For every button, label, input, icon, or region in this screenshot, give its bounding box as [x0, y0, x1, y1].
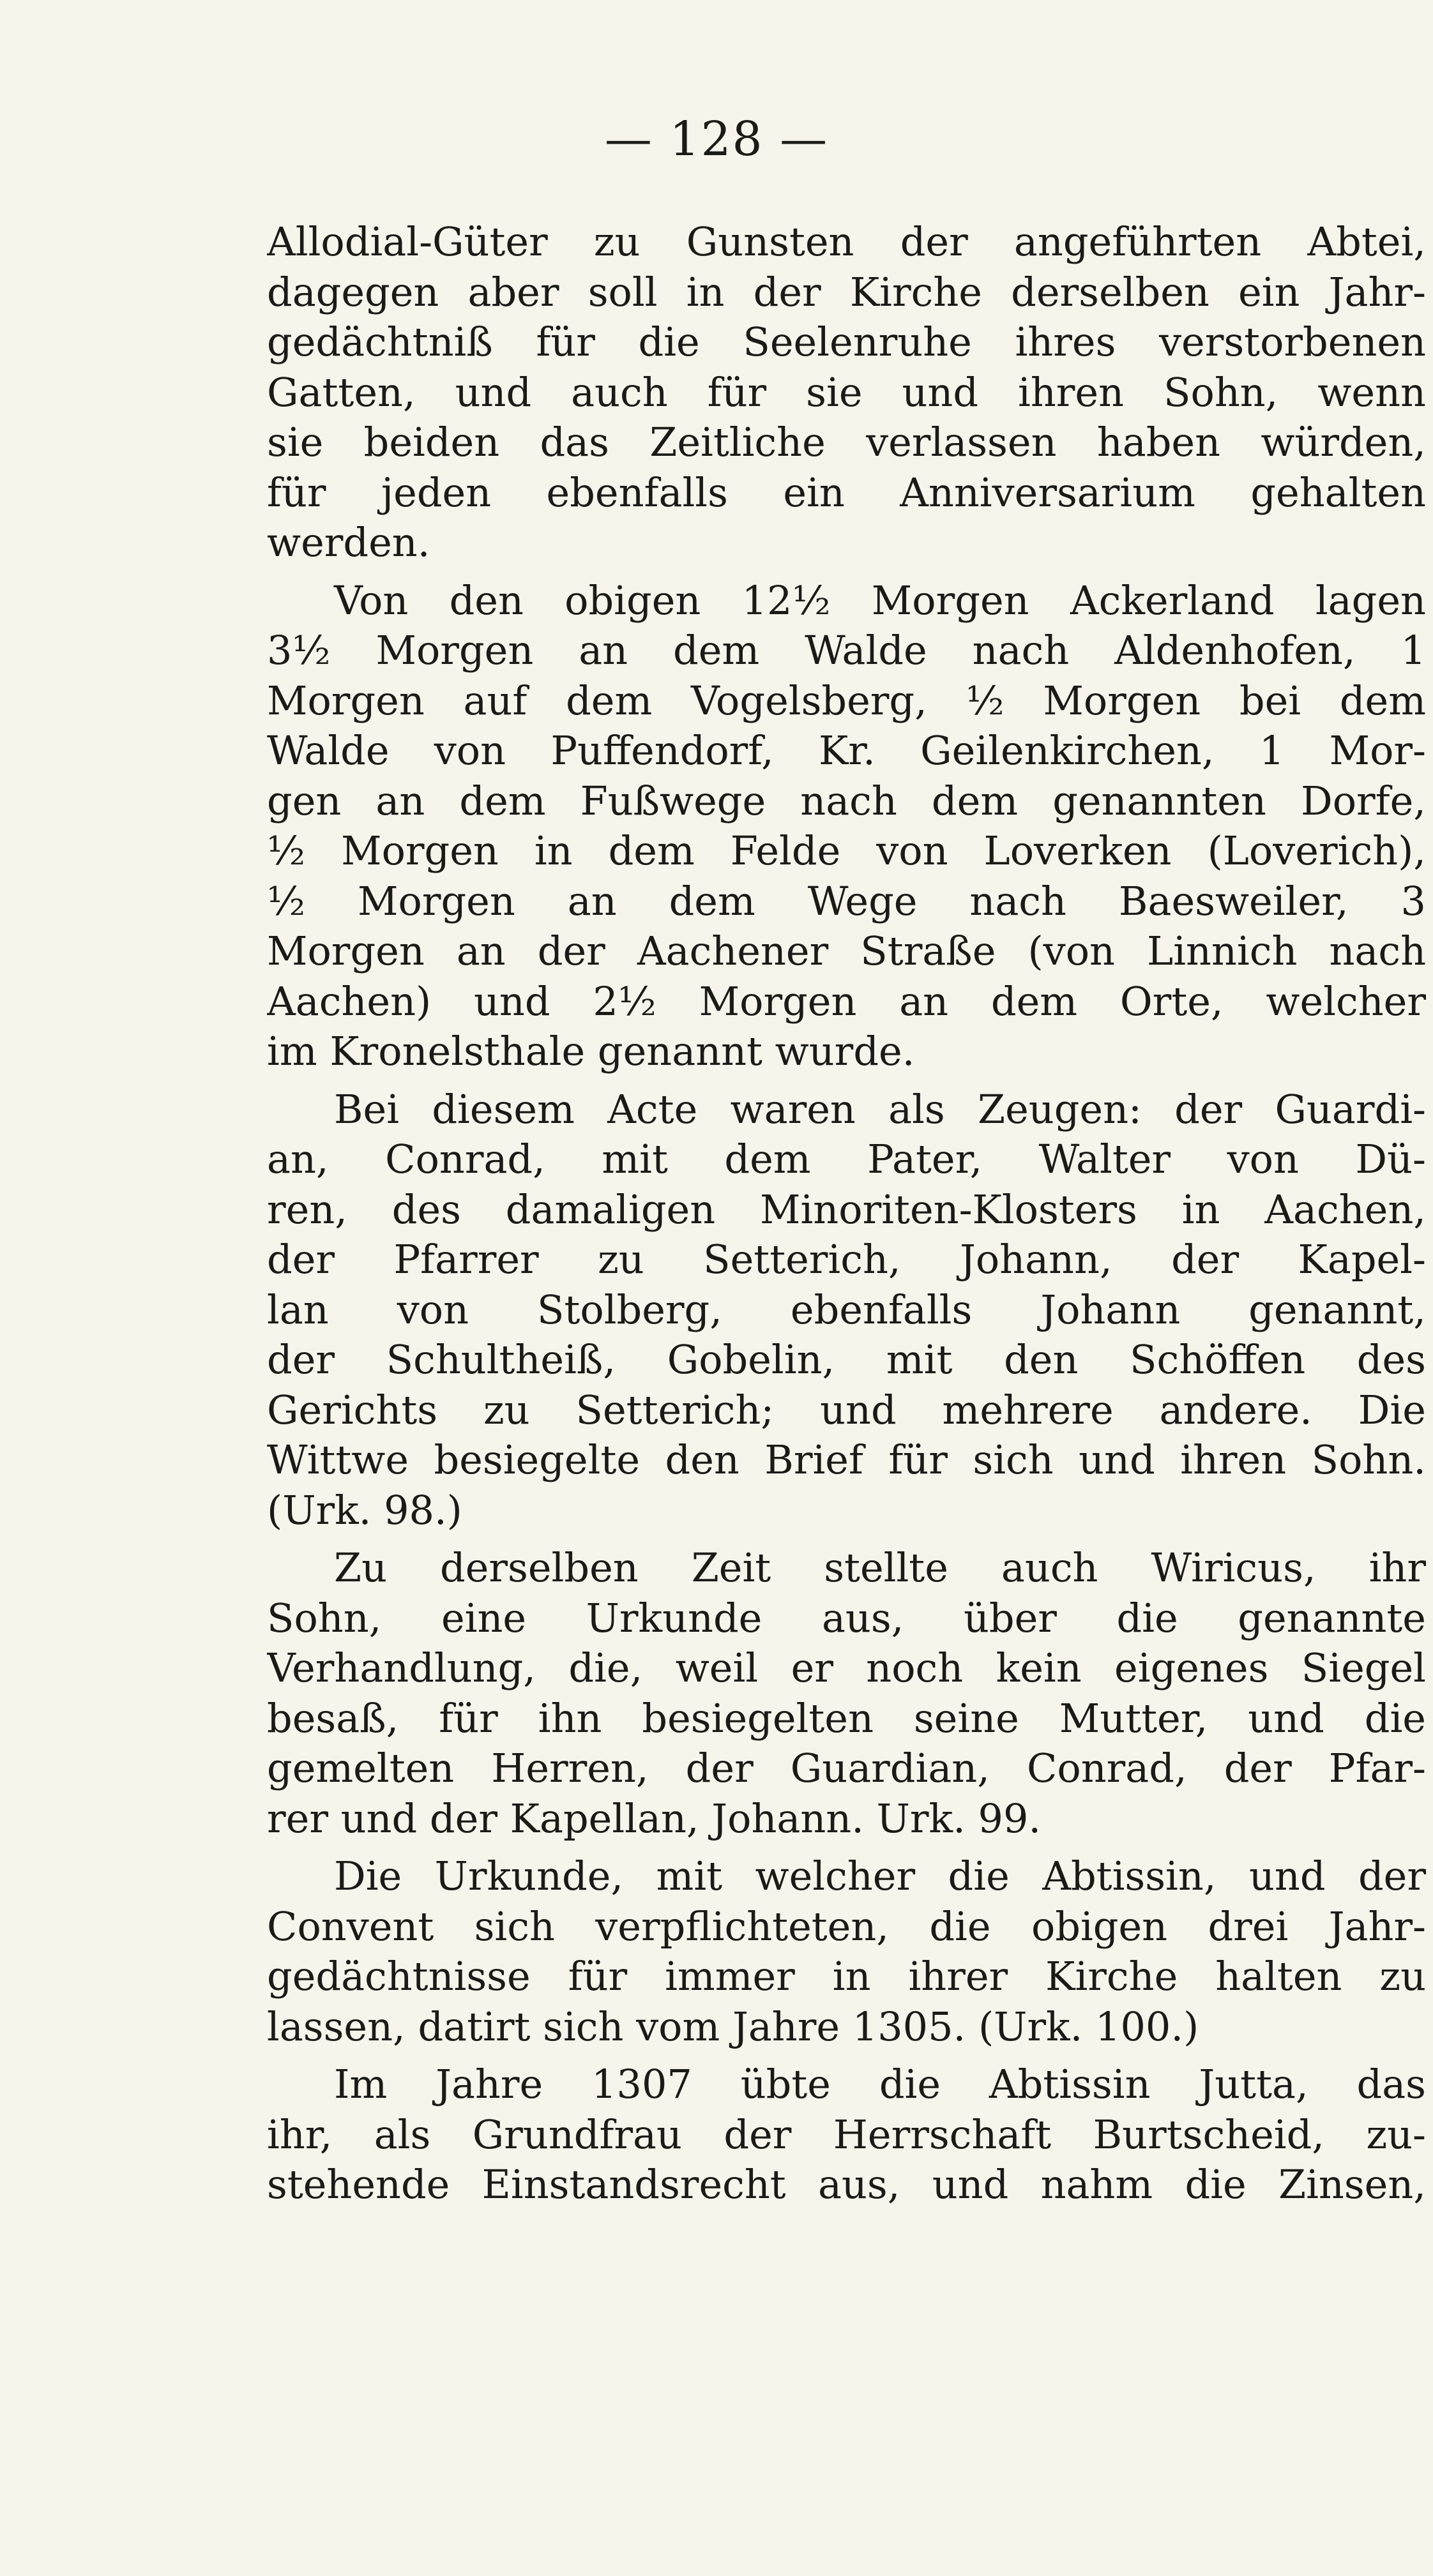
text-line: Convent sich verpflichteten, die obigen drei Jahr- — [267, 1902, 1426, 1950]
body-text — [267, 217, 1426, 2210]
text-line: werden. — [267, 519, 430, 566]
text-line: lassen, datirt sich vom Jahre 1305. (Urk. 100.) — [267, 2003, 1199, 2050]
paragraph — [267, 217, 1426, 568]
text-line: lan von Stolberg, ebenfalls Johann genannt, — [267, 1286, 1426, 1333]
text-line: Gatten, und auch für sie und ihren Sohn, wenn — [267, 368, 1426, 416]
text-line: ren, des damaligen Minoriten-Klosters in Aachen, — [267, 1186, 1426, 1233]
text-line: gedächtnisse für immer in ihrer Kirche halten zu — [267, 1953, 1426, 2000]
text-line: 3½ Morgen an dem Walde nach Aldenhofen, 1 — [267, 627, 1426, 674]
text-line: der Schultheiß, Gobelin, mit den Schöffen des — [267, 1336, 1426, 1383]
text-line: für jeden ebenfalls ein Anniversarium gehalten — [267, 469, 1426, 516]
text-line: (Urk. 98.) — [267, 1486, 462, 1533]
text-line: ihr, als Grundfrau der Herrschaft Burtscheid, zu- — [267, 2111, 1426, 2158]
text-line: gen an dem Fußwege nach dem genannten Dorfe, — [267, 777, 1426, 824]
page-number: — 128 — — [604, 112, 829, 167]
text-line: dagegen aber soll in der Kirche derselben ein Jahr- — [267, 268, 1426, 315]
text-line: stehende Einstandsrecht aus, und nahm die Zinsen, — [267, 2161, 1426, 2208]
text-line: Im Jahre 1307 übte die Abtissin Jutta, das — [334, 2061, 1426, 2107]
text-line: Walde von Puffendorf, Kr. Geilenkirchen, 1 Mor- — [267, 727, 1426, 774]
text-line: Von den obigen 12½ Morgen Ackerland lagen — [334, 576, 1426, 624]
text-line: gemelten Herren, der Guardian, Conrad, der Pfar- — [267, 1745, 1426, 1791]
text-line: ½ Morgen an dem Wege nach Baesweiler, 3 — [267, 877, 1426, 924]
paragraph — [267, 576, 1426, 1077]
text-line: sie beiden das Zeitliche verlassen haben würden, — [267, 419, 1426, 465]
text-line: der Pfarrer zu Setterich, Johann, der Kapel- — [267, 1236, 1426, 1283]
text-line: im Kronelsthale genannt wurde. — [267, 1028, 915, 1074]
text-line: Die Urkunde, mit welcher die Abtissin, und der — [334, 1853, 1426, 1899]
text-line: Verhandlung, die, weil er noch kein eigenes Siegel — [267, 1645, 1426, 1691]
text-line: Wittwe besiegelte den Brief für sich und ihren Sohn. — [267, 1436, 1426, 1483]
text-line: Morgen auf dem Vogelsberg, ½ Morgen bei dem — [267, 677, 1426, 724]
text-line: Morgen an der Aachener Straße (von Linnich nach — [267, 928, 1426, 974]
paragraph — [267, 1851, 1426, 2052]
text-line: Bei diesem Acte waren als Zeugen: der Guardi- — [334, 1085, 1426, 1133]
paragraph — [267, 2060, 1426, 2210]
paragraph — [267, 1085, 1426, 1536]
paragraph — [267, 1543, 1426, 1844]
text-line: rer und der Kapellan, Johann. Urk. 99. — [267, 1795, 1042, 1842]
text-line: Zu derselben Zeit stellte auch Wiricus, ihr — [334, 1544, 1426, 1591]
text-line: Aachen) und 2½ Morgen an dem Orte, welcher — [267, 977, 1426, 1025]
text-line: ½ Morgen in dem Felde von Loverken (Loverich), — [267, 827, 1426, 874]
text-line: an, Conrad, mit dem Pater, Walter von Dü- — [267, 1136, 1426, 1182]
text-line: gedächtniß für die Seelenruhe ihres verstorbenen — [267, 319, 1426, 365]
text-line: Sohn, eine Urkunde aus, über die genannte — [267, 1594, 1426, 1641]
text-line: besaß, für ihn besiegelten seine Mutter, und die — [267, 1694, 1426, 1742]
text-line: Gerichts zu Setterich; und mehrere andere. Die — [267, 1386, 1426, 1433]
text-line: Allodial-Güter zu Gunsten der angeführten Abtei, — [267, 218, 1426, 265]
